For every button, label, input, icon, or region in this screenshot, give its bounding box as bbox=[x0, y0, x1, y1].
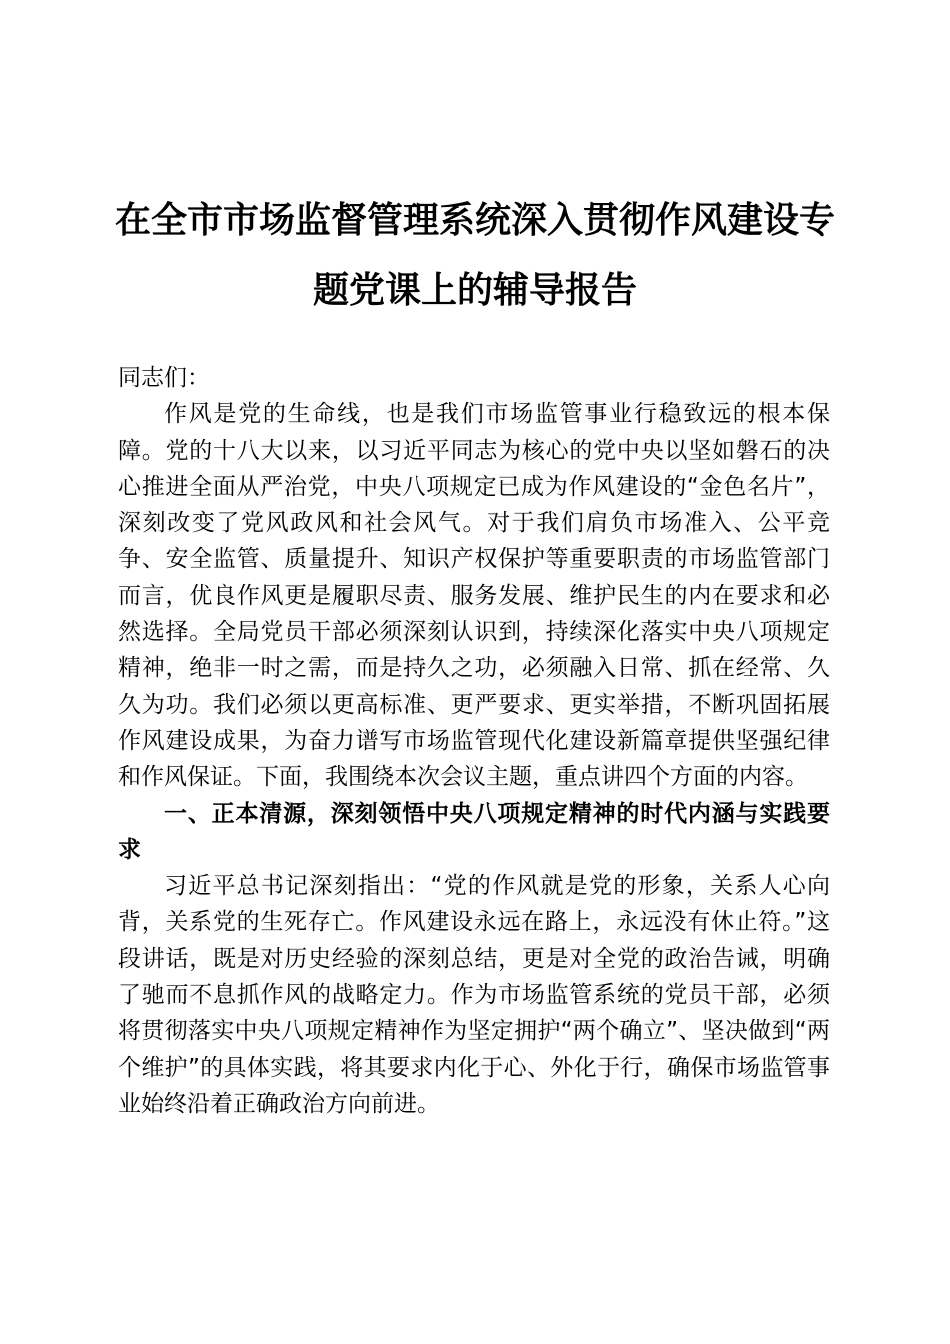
intro-paragraph: 作风是党的生命线，也是我们市场监管事业行稳致远的根本保障。党的十八大以来，以习近平同志为核心的党中央以坚如磐石的决心推进全面从严治党，中央八项规定已成为作风建设的“金色名片”，深刻改变了党风政风和社会风气。对于我们肩负市场准入、公平竞争、安全监管、质量提升、知识产权保护等重要职责的市场监管部门而言，优良作风更是履职尽责、服务发展、维护民生的内在要求和必然选择。全局党员干部必须深刻认识到，持续深化落实中央八项规定精神，绝非一时之需，而是持久之功，必须融入日常、抓在经常、久久为功。我们必须以更高标准、更严要求、更实举措，不断巩固拓展作风建设成果，为奋力谱写市场监管现代化建设新篇章提供坚强纪律和作风保证。下面，我围绕本次会议主题，重点讲四个方面的内容。 bbox=[118, 401, 830, 791]
document-title-line-2: 题党课上的辅导报告 bbox=[312, 269, 637, 311]
salutation: 同志们： bbox=[118, 365, 210, 391]
section-1-paragraph: 习近平总书记深刻指出：“党的作风就是党的形象，关系人心向背，关系党的生死存亡。作风建设永远在路上，永远没有休止符。”这段讲话，既是对历史经验的深刻总结，更是对全党的政治告诫，明确了驰而不息抓作风的战略定力。作为市场监管系统的党员干部，必须将贯彻落实中央八项规定精神作为坚定拥护“两个确立”、坚决做到“两个维护”的具体实践，将其要求内化于心、外化于行，确保市场监管事业始终沿着正确政治方向前进。 bbox=[118, 873, 830, 1117]
document-title-line-1: 在全市市场监督管理系统深入贯彻作风建设专 bbox=[114, 199, 835, 241]
document-body bbox=[118, 360, 830, 1122]
section-1-heading: 一、正本清源，深刻领悟中央八项规定精神的时代内涵与实践要求 bbox=[118, 800, 830, 863]
